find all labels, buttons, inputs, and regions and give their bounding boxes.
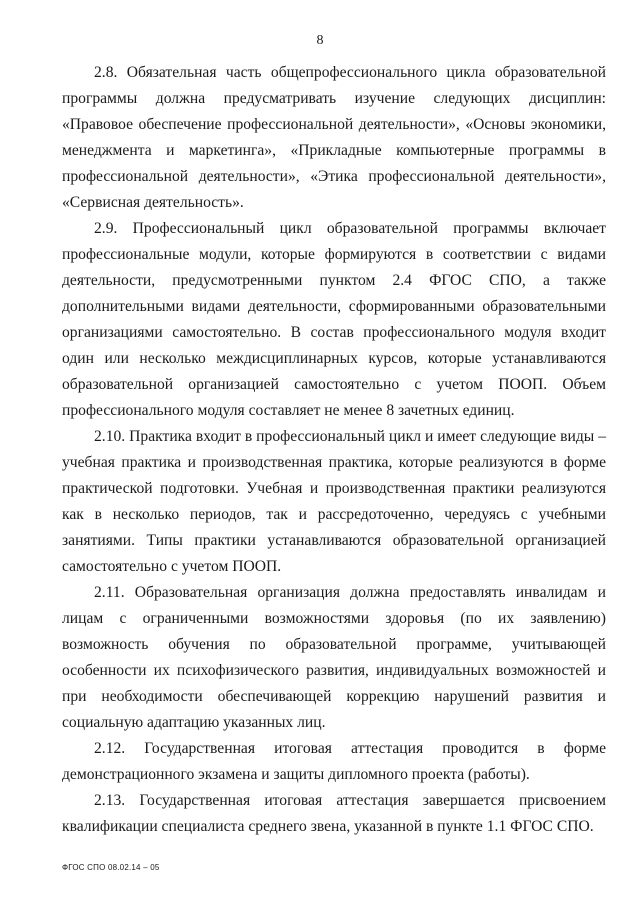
document-footer: ФГОС СПО 08.02.14 – 05 bbox=[62, 863, 160, 872]
paragraph-2-9: 2.9. Профессиональный цикл образовательной программы включает профессиональные модули, которые формируются в соответствии с видами деятельности, предусмотренными пунктом 2.4 ФГОС СПО, а также дополнительными видами деятельности, сформированными образовательными организациями самостоятельно. В состав профессионального модуля входит один или несколько междисциплинарных курсов, которые устанавливаются образовательной организацией самостоятельно с учетом ПООП. Объем профессионального модуля составляет не менее 8 зачетных единиц. bbox=[62, 220, 606, 419]
paragraph-2-8: 2.8. Обязательная часть общепрофессионального цикла образовательной программы должна предусматривать изучение следующих дисциплин: «Правовое обеспечение профессиональной деятельности», «Основы экономики, менеджмента и маркетинга», «Прикладные компьютерные программы в профессиональной деятельности», «Этика профессиональной деятельности», «Сервисная деятельность». bbox=[62, 64, 606, 211]
paragraph-2-11: 2.11. Образовательная организация должна предоставлять инвалидам и лицам с ограниченными возможностями здоровья (по их заявлению) возможность обучения по образовательной программе, учитывающей особенности их психофизического развития, индивидуальных возможностей и при необходимости обеспечивающей коррекцию нарушений развития и социальную адаптацию указанных лиц. bbox=[62, 584, 606, 731]
document-body bbox=[62, 60, 606, 840]
paragraph-2-12: 2.12. Государственная итоговая аттестация проводится в форме демонстрационного экзамена и защиты дипломного проекта (работы). bbox=[62, 740, 606, 783]
paragraph-2-10: 2.10. Практика входит в профессиональный цикл и имеет следующие виды – учебная практика и производственная практика, которые реализуются в форме практической подготовки. Учебная и производственная практики реализуются как в несколько периодов, так и рассредоточенно, чередуясь с учебными занятиями. Типы практики устанавливаются образовательной организацией самостоятельно с учетом ПООП. bbox=[62, 428, 606, 575]
paragraph-2-13: 2.13. Государственная итоговая аттестация завершается присвоением квалификации специалиста среднего звена, указанной в пункте 1.1 ФГОС СПО. bbox=[62, 792, 606, 835]
page-number: 8 bbox=[316, 33, 324, 48]
